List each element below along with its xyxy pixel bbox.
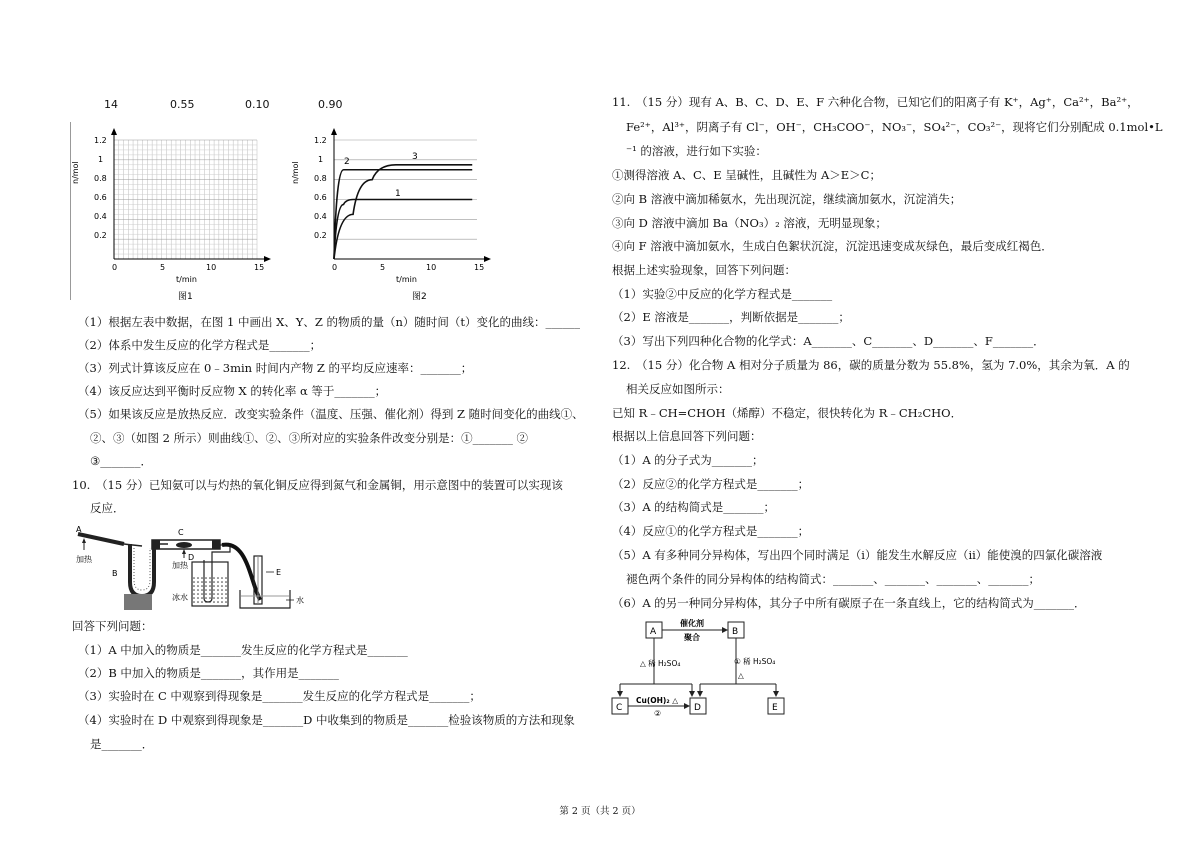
fig1-ytick: 0.4 [94,212,107,221]
fig2-curve-2 [334,170,472,259]
fig1-ytick: 1.2 [94,136,107,145]
label-heat-2: 加热 [172,561,188,570]
value-4: 0.90 [318,98,343,111]
fig1-ytick: 0.2 [94,231,107,240]
q9-line-6: ②、③（如图 2 所示）则曲线①、②、③所对应的实验条件改变分别是：①_______ ② [90,431,529,445]
q11-line-3: ⁻¹ 的溶液，进行如下实验： [626,144,767,158]
q12-line-8: （4）反应①的化学方程式是_______； [612,524,810,538]
fig2-xtick: 15 [474,263,485,272]
q12-line-2: 相关反应如图所示： [626,382,730,396]
arrow-b-label-bottom: △ [738,671,744,680]
q9-line-3: （3）列式计算该反应在 0﹣3min 时间内产物 Z 的平均反应速率：_______； [78,361,473,375]
q9-line-5: （5）如果该反应是放热反应．改变实验条件（温度、压强、催化剂）得到 Z 随时间变化的曲线①、 [78,407,584,421]
q9-line-4: （4）该反应达到平衡时反应物 X 的转化率 α 等于_______； [78,384,387,398]
label-e: E [276,568,282,577]
q12-line-4: 根据以上信息回答下列问题： [612,429,762,443]
q10-line-4: （3）实验时在 C 中观察到得现象是_______发生反应的化学方程式是_______； [78,689,481,703]
fig1-ytick: 1 [98,155,104,164]
fig2-curve-label-3: 3 [412,152,418,162]
q11-line-7: ④向 F 溶液中滴加氨水，生成白色絮状沉淀，沉淀迅速变成灰绿色，最后变成红褐色． [612,239,1053,253]
q9-line-1: （1）根据左表中数据，在图 1 中画出 X、Y、Z 的物质的量（n）随时间（t）变化的曲线：______ [78,315,581,329]
fig1-ytick: 0.6 [94,193,107,202]
arrow-a-label: △ 稀 H₂SO₄ [640,659,681,668]
fig2-xtick: 5 [380,263,386,272]
q12-line-1: 12. （15 分）化合物 A 相对分子质量为 86，碳的质量分数为 55.8%，氢为 7.0%，其余为氧．A 的 [612,358,1130,372]
box-c: C [616,703,623,713]
label-a: A [76,525,82,534]
fig2-caption: 图2 [412,292,427,302]
arrow-ab-top: 催化剂 [680,619,704,628]
q11-line-8: 根据上述实验现象，回答下列问题： [612,263,796,277]
q11-line-6: ③向 D 溶液中滴加 Ba（NO₃）₂ 溶液，无明显现象； [612,216,887,230]
q9-line-2: （2）体系中发生反应的化学方程式是_______； [78,338,322,352]
q12-line-10: 褪色两个条件的同分异构体的结构简式：_______、_______、_______、_______； [626,572,1040,586]
fig2-ylabel: n/mol [291,161,300,184]
fig1-xtick: 10 [206,263,217,272]
q11-line-4: ①测得溶液 A、C、E 呈碱性，且碱性为 A＞E＞C； [612,168,881,182]
q12-line-7: （3）A 的结构简式是_______； [612,500,776,514]
apparatus-diagram [72,520,312,612]
fig2-xlabel: t/min [396,275,417,284]
fig1-caption: 图1 [178,292,193,302]
label-heat-1: 加热 [76,555,92,564]
arrow-cd-top: Cu(OH)₂ △ [636,696,679,705]
fig1-xtick: 5 [160,263,166,272]
label-c: C [178,528,184,537]
q12-line-5: （1）A 的分子式为_______； [612,453,764,467]
figure-1-grid [72,124,272,304]
fig2-ytick: 0.6 [314,193,327,202]
label-ice-water: 冰水 [172,593,188,602]
q11-line-5: ②向 B 溶液中滴加稀氨水，先出现沉淀，继续滴加氨水，沉淀消失； [612,192,962,206]
q11-line-9: （1）实验②中反应的化学方程式是_______ [612,287,833,301]
label-b: B [112,569,118,578]
q10-intro-1: 10. （15 分）已知氨可以与灼热的氧化铜反应得到氮气和金属铜，用示意图中的装置可以实现该 [72,478,563,492]
q11-line-10: （2）E 溶液是_______，判断依据是_______； [612,310,850,324]
q10-line-5: （4）实验时在 D 中观察到得现象是_______D 中收集到的物质是_______检验该物质的方法和现象 [78,713,575,727]
q12-line-6: （2）反应②的化学方程式是_______； [612,477,810,491]
fig1-ylabel: n/mol [71,161,80,184]
fig2-xtick: 10 [426,263,437,272]
fig2-ytick: 0.2 [314,231,327,240]
q12-line-3: 已知 R﹣CH=CHOH（烯醇）不稳定，很快转化为 R﹣CH₂CHO． [612,406,963,420]
box-e: E [772,703,778,713]
q10-line-3: （2）B 中加入的物质是_______，其作用是_______ [78,666,339,680]
figure-2-chart [292,124,492,304]
label-d: D [188,553,195,562]
q12-line-9: （5）A 有多种同分异构体，写出四个同时满足（i）能发生水解反应（ii）能使溴的四氯化碳溶液 [612,548,1103,562]
value-2: 0.55 [170,98,195,111]
q11-line-1: 11. （15 分）现有 A、B、C、D、E、F 六种化合物，已知它们的阳离子有 K⁺，Ag⁺，Ca²⁺，Ba²⁺， [612,95,1139,109]
page-footer: 第 2 页（共 2 页） [559,806,641,817]
reaction-scheme [610,616,800,720]
fig2-ytick: 1.2 [314,136,327,145]
left-margin-line [70,122,71,300]
q11-line-11: （3）写出下列四种化合物的化学式：A_______、C_______、D_______、F_______． [612,334,1045,348]
fig2-curve-label-2: 2 [344,157,350,167]
arrow-b-label-top: ① 稀 H₂SO₄ [734,657,776,666]
box-d: D [694,703,701,713]
fig2-xtick: 0 [332,263,338,272]
fig2-curve-label-1: 1 [395,189,401,199]
label-water: 水 [296,596,304,605]
fig2-ytick: 0.4 [314,212,327,221]
arrow-ab-bottom: 聚合 [684,633,700,642]
value-3: 0.10 [245,98,270,111]
fig1-xtick: 15 [254,263,265,272]
q11-line-2: Fe²⁺，Al³⁺，阴离子有 Cl⁻，OH⁻，CH₃COO⁻，NO₃⁻，SO₄²⁻，CO₃²⁻，现将它们分别配成 0.1mol•L [626,120,1163,134]
q10-line-1: 回答下列问题： [72,619,153,633]
value-1: 14 [104,98,118,111]
q10-line-6: 是_______． [90,737,154,751]
q9-line-7: ③_______． [90,454,153,468]
q12-line-11: （6）A 的另一种同分异构体，其分子中所有碳原子在一条直线上，它的结构简式为_______． [612,596,1086,610]
q10-intro-2: 反应． [90,501,125,515]
arrow-cd-bottom: ② [654,709,662,718]
q10-line-2: （1）A 中加入的物质是_______发生反应的化学方程式是_______ [78,643,408,657]
fig1-xtick: 0 [112,263,118,272]
fig1-xlabel: t/min [176,275,197,284]
fig1-ytick: 0.8 [94,174,107,183]
fig2-ytick: 0.8 [314,174,327,183]
fig2-curve-3 [334,165,472,259]
box-a: A [650,627,657,637]
box-b: B [732,627,739,637]
fig2-ytick: 1 [318,155,324,164]
